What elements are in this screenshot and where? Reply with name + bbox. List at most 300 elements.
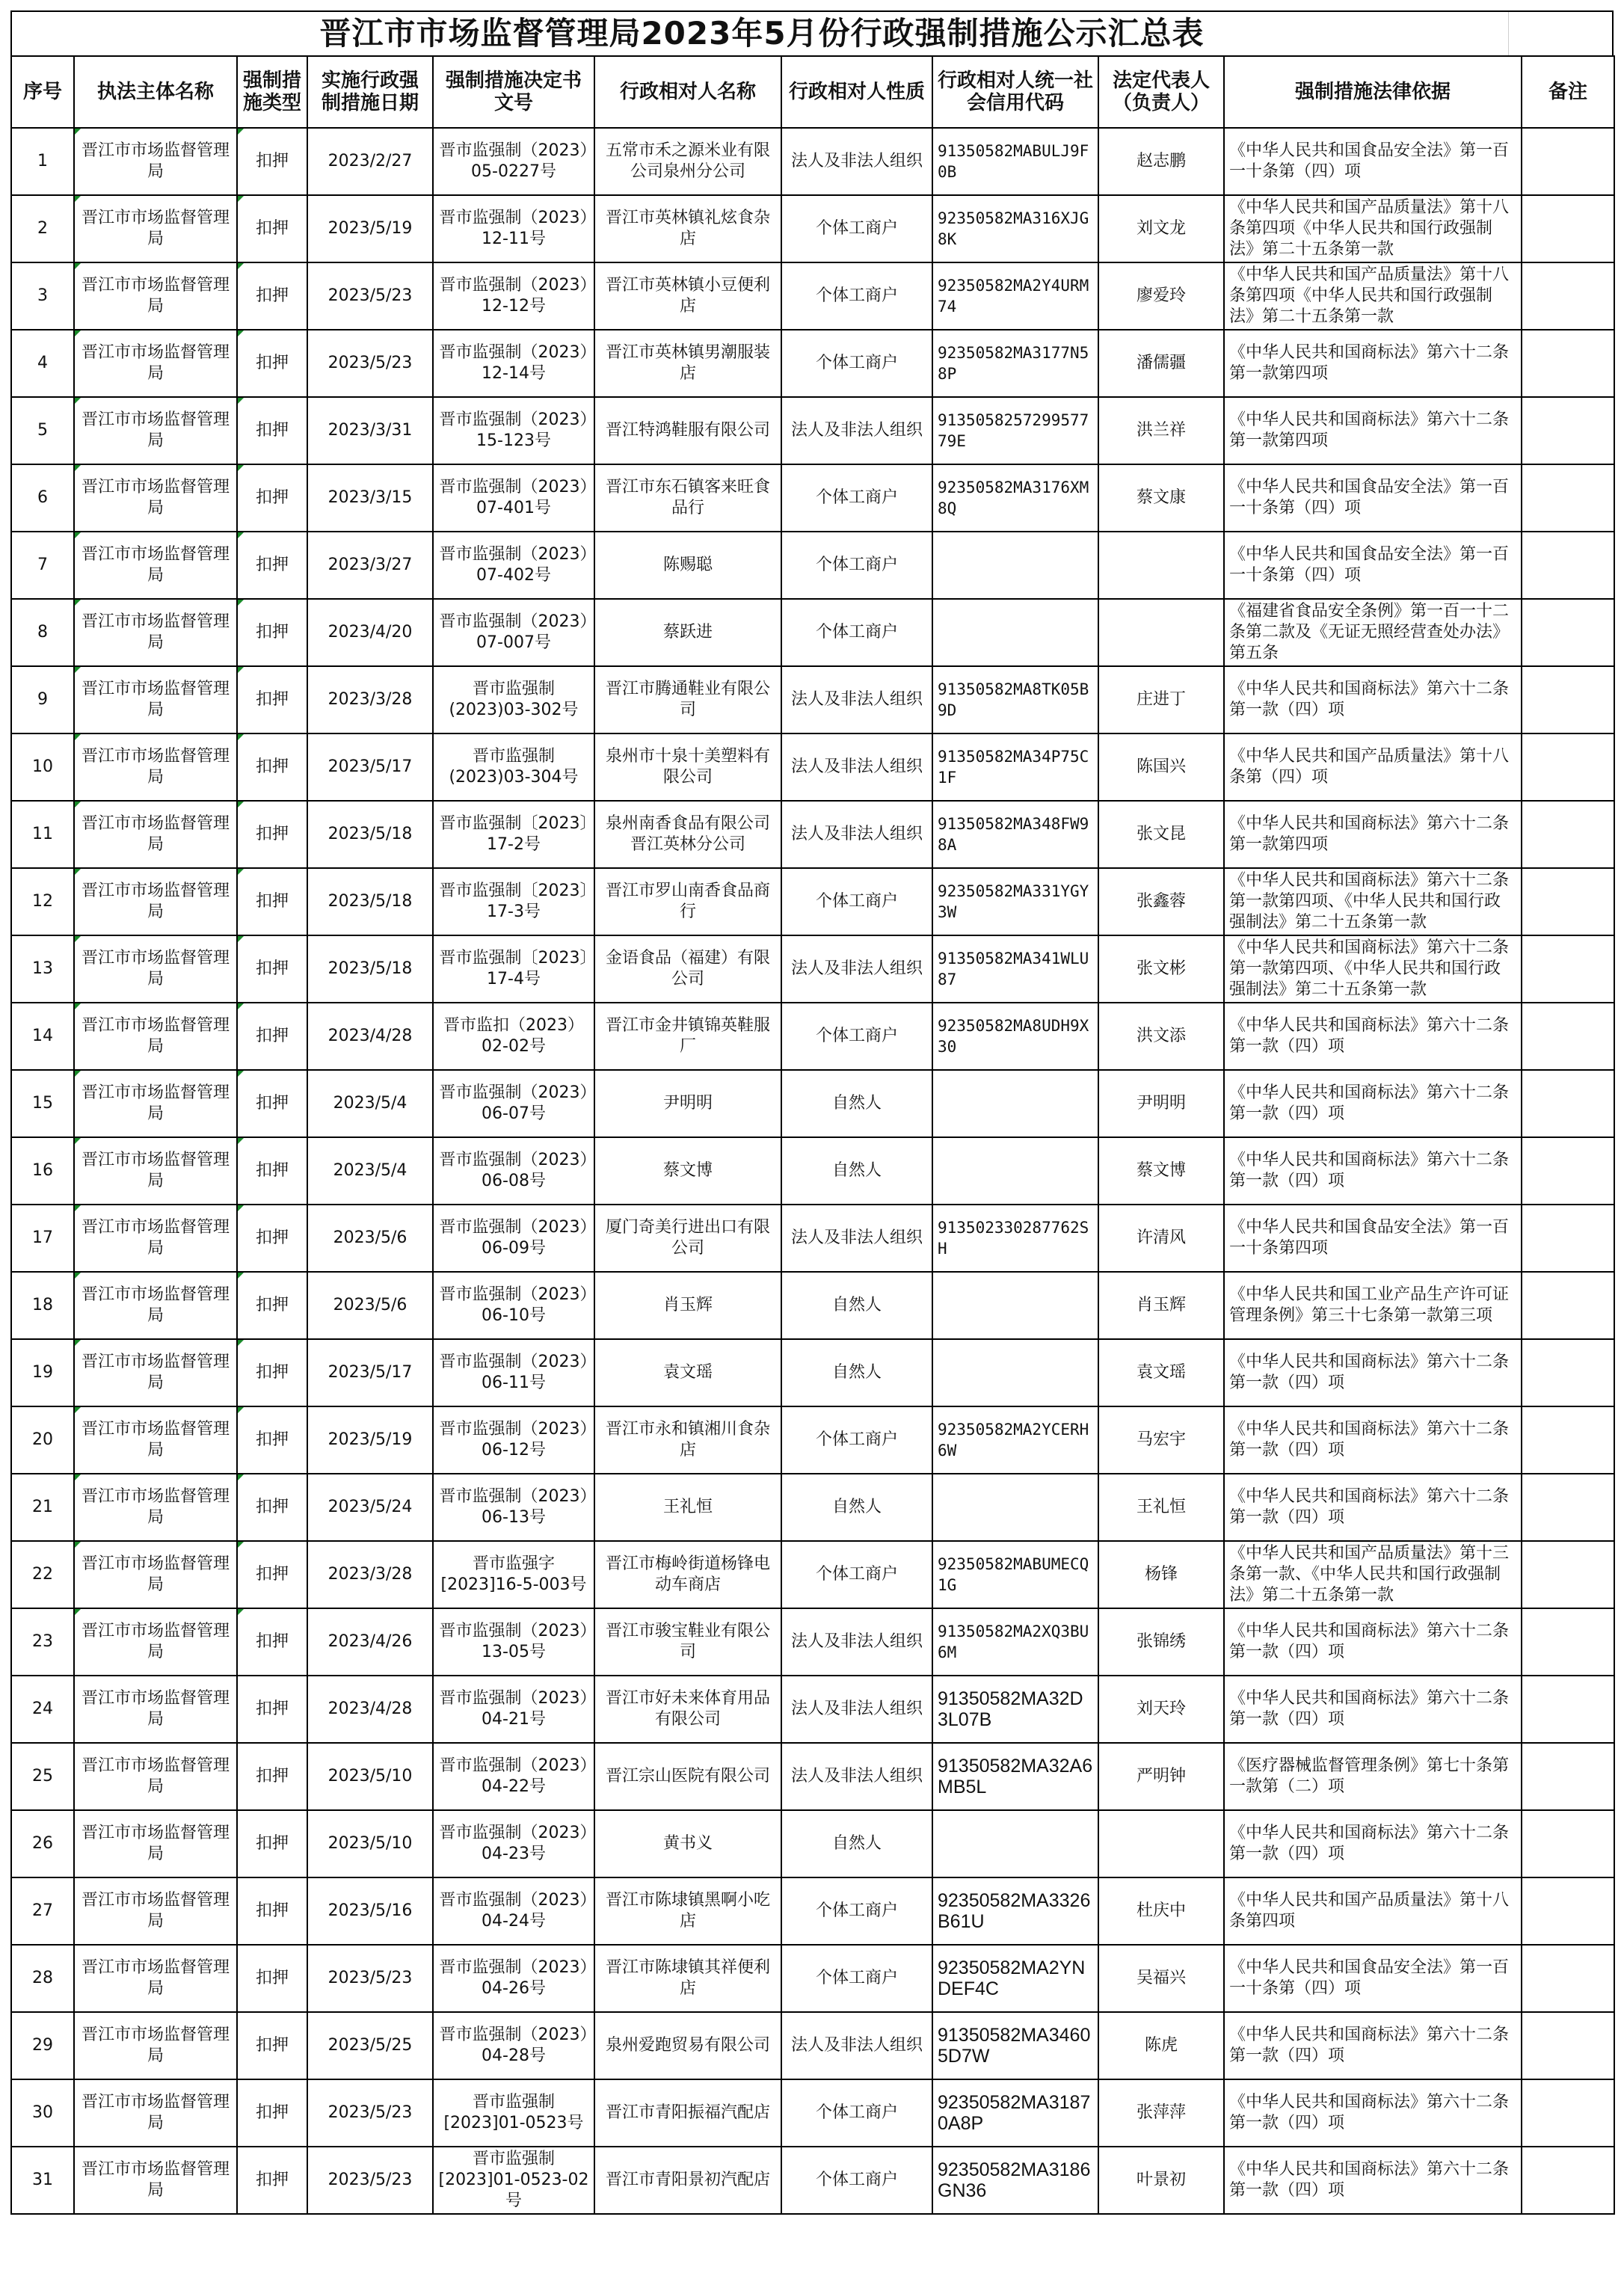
- cell-doc-number[interactable]: 晋市监强制（2023）07-402号: [433, 532, 594, 599]
- cell-type[interactable]: 扣押: [237, 1137, 307, 1205]
- cell-representative[interactable]: 张萍萍: [1098, 2079, 1224, 2147]
- cell-date[interactable]: 2023/3/28: [307, 666, 433, 733]
- cell-legal-basis[interactable]: 《中华人民共和国商标法》第六十二条第一款（四）项: [1224, 2012, 1522, 2079]
- cell-org[interactable]: 晋江市市场监督管理局: [74, 397, 237, 464]
- cell-doc-number[interactable]: 晋市监强制（2023）04-24号: [433, 1877, 594, 1945]
- cell-type[interactable]: 扣押: [237, 2012, 307, 2079]
- cell-party[interactable]: 泉州爱跑贸易有限公司: [594, 2012, 781, 2079]
- cell-doc-number[interactable]: 晋市监强制（2023）07-401号: [433, 464, 594, 532]
- cell-date[interactable]: 2023/3/27: [307, 532, 433, 599]
- cell-note[interactable]: [1522, 801, 1614, 868]
- cell-doc-number[interactable]: 晋市监强制（2023）06-08号: [433, 1137, 594, 1205]
- cell-doc-number[interactable]: 晋市监强字[2023]16-5-003号: [433, 1541, 594, 1608]
- cell-party[interactable]: 肖玉辉: [594, 1272, 781, 1339]
- cell-note[interactable]: [1522, 128, 1614, 195]
- cell-nature[interactable]: 个体工商户: [781, 464, 932, 532]
- cell-credit-code[interactable]: 92350582MA316XJG8K: [932, 195, 1098, 262]
- cell-representative[interactable]: 袁文瑶: [1098, 1339, 1224, 1406]
- cell-nature[interactable]: 个体工商户: [781, 1945, 932, 2012]
- cell-type[interactable]: 扣押: [237, 128, 307, 195]
- cell-legal-basis[interactable]: 《中华人民共和国食品安全法》第一百一十条第（四）项: [1224, 1945, 1522, 2012]
- cell-representative[interactable]: 潘儒疆: [1098, 330, 1224, 397]
- cell-legal-basis[interactable]: 《中华人民共和国商标法》第六十二条第一款（四）项: [1224, 1608, 1522, 1676]
- cell-credit-code[interactable]: [932, 532, 1098, 599]
- cell-credit-code[interactable]: 92350582MA3176XM8Q: [932, 464, 1098, 532]
- cell-doc-number[interactable]: 晋市监强制（2023）05-0227号: [433, 128, 594, 195]
- cell-party[interactable]: 晋江市骏宝鞋业有限公司: [594, 1608, 781, 1676]
- cell-serial[interactable]: 12: [11, 868, 74, 935]
- cell-nature[interactable]: 法人及非法人组织: [781, 2012, 932, 2079]
- cell-party[interactable]: 晋江市东石镇客来旺食品行: [594, 464, 781, 532]
- cell-org[interactable]: 晋江市市场监督管理局: [74, 935, 237, 1003]
- cell-party[interactable]: 晋江市好未来体育用品有限公司: [594, 1676, 781, 1743]
- cell-nature[interactable]: 个体工商户: [781, 1877, 932, 1945]
- cell-note[interactable]: [1522, 1608, 1614, 1676]
- cell-date[interactable]: 2023/5/23: [307, 1945, 433, 2012]
- cell-org[interactable]: 晋江市市场监督管理局: [74, 2012, 237, 2079]
- cell-serial[interactable]: 3: [11, 262, 74, 330]
- cell-serial[interactable]: 9: [11, 666, 74, 733]
- cell-date[interactable]: 2023/5/6: [307, 1272, 433, 1339]
- cell-note[interactable]: [1522, 1272, 1614, 1339]
- cell-type[interactable]: 扣押: [237, 464, 307, 532]
- cell-date[interactable]: 2023/5/18: [307, 801, 433, 868]
- cell-serial[interactable]: 14: [11, 1003, 74, 1070]
- cell-nature[interactable]: 法人及非法人组织: [781, 397, 932, 464]
- cell-serial[interactable]: 1: [11, 128, 74, 195]
- cell-party[interactable]: 晋江市梅岭街道杨锋电动车商店: [594, 1541, 781, 1608]
- cell-representative[interactable]: 张锦绣: [1098, 1608, 1224, 1676]
- cell-date[interactable]: 2023/5/4: [307, 1070, 433, 1137]
- cell-nature[interactable]: 法人及非法人组织: [781, 1205, 932, 1272]
- cell-party[interactable]: 晋江市陈埭镇其祥便利店: [594, 1945, 781, 2012]
- cell-org[interactable]: 晋江市市场监督管理局: [74, 1810, 237, 1877]
- cell-type[interactable]: 扣押: [237, 733, 307, 801]
- cell-org[interactable]: 晋江市市场监督管理局: [74, 195, 237, 262]
- cell-doc-number[interactable]: 晋市监强制（2023）06-11号: [433, 1339, 594, 1406]
- cell-type[interactable]: 扣押: [237, 397, 307, 464]
- cell-nature[interactable]: 自然人: [781, 1070, 932, 1137]
- cell-nature[interactable]: 法人及非法人组织: [781, 935, 932, 1003]
- cell-legal-basis[interactable]: 《中华人民共和国产品质量法》第十三条第一款、《中华人民共和国行政强制法》第二十五条第一款: [1224, 1541, 1522, 1608]
- cell-credit-code[interactable]: 91350582MA2XQ3BU6M: [932, 1608, 1098, 1676]
- cell-org[interactable]: 晋江市市场监督管理局: [74, 1137, 237, 1205]
- cell-credit-code[interactable]: [932, 599, 1098, 666]
- cell-legal-basis[interactable]: 《中华人民共和国工业产品生产许可证管理条例》第三十七条第一款第三项: [1224, 1272, 1522, 1339]
- cell-org[interactable]: 晋江市市场监督管理局: [74, 1676, 237, 1743]
- title-empty-cell[interactable]: [1508, 12, 1612, 55]
- cell-type[interactable]: 扣押: [237, 1541, 307, 1608]
- cell-party[interactable]: 厦门奇美行进出口有限公司: [594, 1205, 781, 1272]
- cell-doc-number[interactable]: 晋市监强制（2023）13-05号: [433, 1608, 594, 1676]
- cell-party[interactable]: 晋江市陈埭镇黑啊小吃店: [594, 1877, 781, 1945]
- cell-serial[interactable]: 13: [11, 935, 74, 1003]
- cell-type[interactable]: 扣押: [237, 801, 307, 868]
- cell-credit-code[interactable]: [932, 1137, 1098, 1205]
- cell-org[interactable]: 晋江市市场监督管理局: [74, 464, 237, 532]
- cell-nature[interactable]: 法人及非法人组织: [781, 128, 932, 195]
- cell-credit-code[interactable]: 91350582MA348FW98A: [932, 801, 1098, 868]
- cell-representative[interactable]: 许清风: [1098, 1205, 1224, 1272]
- cell-note[interactable]: [1522, 1810, 1614, 1877]
- cell-party[interactable]: 晋江市金井镇锦英鞋服厂: [594, 1003, 781, 1070]
- cell-note[interactable]: [1522, 599, 1614, 666]
- cell-nature[interactable]: 个体工商户: [781, 2147, 932, 2214]
- cell-org[interactable]: 晋江市市场监督管理局: [74, 599, 237, 666]
- cell-org[interactable]: 晋江市市场监督管理局: [74, 1339, 237, 1406]
- cell-note[interactable]: [1522, 1676, 1614, 1743]
- cell-legal-basis[interactable]: 《中华人民共和国商标法》第六十二条第一款（四）项: [1224, 1474, 1522, 1541]
- cell-org[interactable]: 晋江市市场监督管理局: [74, 1406, 237, 1474]
- cell-date[interactable]: 2023/3/15: [307, 464, 433, 532]
- cell-credit-code[interactable]: 92350582MABUMECQ1G: [932, 1541, 1098, 1608]
- cell-doc-number[interactable]: 晋市监强制〔2023〕17-2号: [433, 801, 594, 868]
- cell-legal-basis[interactable]: 《中华人民共和国商标法》第六十二条第一款（四）项: [1224, 1810, 1522, 1877]
- cell-legal-basis[interactable]: 《中华人民共和国商标法》第六十二条第一款（四）项: [1224, 1676, 1522, 1743]
- cell-date[interactable]: 2023/3/31: [307, 397, 433, 464]
- cell-note[interactable]: [1522, 532, 1614, 599]
- cell-credit-code[interactable]: 91350582MA34P75C1F: [932, 733, 1098, 801]
- cell-party[interactable]: 蔡文博: [594, 1137, 781, 1205]
- cell-party[interactable]: 五常市禾之源米业有限公司泉州分公司: [594, 128, 781, 195]
- cell-representative[interactable]: 蔡文康: [1098, 464, 1224, 532]
- cell-legal-basis[interactable]: 《中华人民共和国食品安全法》第一百一十条第（四）项: [1224, 464, 1522, 532]
- cell-date[interactable]: 2023/5/4: [307, 1137, 433, 1205]
- cell-note[interactable]: [1522, 1406, 1614, 1474]
- cell-legal-basis[interactable]: 《中华人民共和国产品质量法》第十八条第四项《中华人民共和国行政强制法》第二十五条第一款: [1224, 195, 1522, 262]
- cell-party[interactable]: 晋江市青阳振福汽配店: [594, 2079, 781, 2147]
- cell-org[interactable]: 晋江市市场监督管理局: [74, 1070, 237, 1137]
- cell-org[interactable]: 晋江市市场监督管理局: [74, 868, 237, 935]
- cell-doc-number[interactable]: 晋市监强制(2023)03-304号: [433, 733, 594, 801]
- cell-representative[interactable]: [1098, 532, 1224, 599]
- cell-nature[interactable]: 法人及非法人组织: [781, 801, 932, 868]
- cell-serial[interactable]: 20: [11, 1406, 74, 1474]
- cell-note[interactable]: [1522, 262, 1614, 330]
- cell-note[interactable]: [1522, 1137, 1614, 1205]
- cell-credit-code[interactable]: 92350582MA3326B61U: [932, 1877, 1098, 1945]
- cell-representative[interactable]: 张鑫蓉: [1098, 868, 1224, 935]
- cell-nature[interactable]: 个体工商户: [781, 2079, 932, 2147]
- cell-note[interactable]: [1522, 1003, 1614, 1070]
- cell-legal-basis[interactable]: 《医疗器械监督管理条例》第七十条第一款第（二）项: [1224, 1743, 1522, 1810]
- cell-date[interactable]: 2023/5/10: [307, 1743, 433, 1810]
- cell-date[interactable]: 2023/5/23: [307, 2079, 433, 2147]
- cell-representative[interactable]: 吴福兴: [1098, 1945, 1224, 2012]
- cell-doc-number[interactable]: 晋市监强制（2023）06-10号: [433, 1272, 594, 1339]
- cell-credit-code[interactable]: 92350582MA3177N58P: [932, 330, 1098, 397]
- cell-credit-code[interactable]: [932, 1474, 1098, 1541]
- cell-doc-number[interactable]: 晋市监强制[2023]01-0523-02号: [433, 2147, 594, 2214]
- cell-type[interactable]: 扣押: [237, 330, 307, 397]
- cell-note[interactable]: [1522, 2079, 1614, 2147]
- cell-nature[interactable]: 自然人: [781, 1272, 932, 1339]
- cell-legal-basis[interactable]: 《中华人民共和国商标法》第六十二条第一款（四）项: [1224, 666, 1522, 733]
- cell-credit-code[interactable]: 91350582MA341WLU87: [932, 935, 1098, 1003]
- cell-doc-number[interactable]: 晋市监强制（2023）04-21号: [433, 1676, 594, 1743]
- cell-serial[interactable]: 30: [11, 2079, 74, 2147]
- cell-date[interactable]: 2023/5/23: [307, 262, 433, 330]
- cell-credit-code[interactable]: 91350582MA32D3L07B: [932, 1676, 1098, 1743]
- cell-note[interactable]: [1522, 1474, 1614, 1541]
- cell-serial[interactable]: 17: [11, 1205, 74, 1272]
- cell-legal-basis[interactable]: 《中华人民共和国商标法》第六十二条第一款第四项: [1224, 330, 1522, 397]
- cell-party[interactable]: 晋江特鸿鞋服有限公司: [594, 397, 781, 464]
- cell-type[interactable]: 扣押: [237, 262, 307, 330]
- cell-serial[interactable]: 31: [11, 2147, 74, 2214]
- cell-note[interactable]: [1522, 2012, 1614, 2079]
- cell-serial[interactable]: 2: [11, 195, 74, 262]
- cell-date[interactable]: 2023/4/26: [307, 1608, 433, 1676]
- cell-doc-number[interactable]: 晋市监强制（2023）04-28号: [433, 2012, 594, 2079]
- cell-representative[interactable]: 赵志鹏: [1098, 128, 1224, 195]
- cell-date[interactable]: 2023/5/25: [307, 2012, 433, 2079]
- cell-nature[interactable]: 法人及非法人组织: [781, 1743, 932, 1810]
- cell-party[interactable]: 王礼恒: [594, 1474, 781, 1541]
- cell-date[interactable]: 2023/5/18: [307, 935, 433, 1003]
- cell-note[interactable]: [1522, 464, 1614, 532]
- cell-note[interactable]: [1522, 397, 1614, 464]
- cell-party[interactable]: 晋江市英林镇男潮服装店: [594, 330, 781, 397]
- cell-representative[interactable]: 严明钟: [1098, 1743, 1224, 1810]
- cell-type[interactable]: 扣押: [237, 1810, 307, 1877]
- cell-date[interactable]: 2023/5/24: [307, 1474, 433, 1541]
- cell-type[interactable]: 扣押: [237, 1205, 307, 1272]
- cell-org[interactable]: 晋江市市场监督管理局: [74, 801, 237, 868]
- cell-nature[interactable]: 自然人: [781, 1474, 932, 1541]
- cell-type[interactable]: 扣押: [237, 599, 307, 666]
- cell-credit-code[interactable]: [932, 1339, 1098, 1406]
- cell-legal-basis[interactable]: 《中华人民共和国食品安全法》第一百一十条第（四）项: [1224, 532, 1522, 599]
- cell-nature[interactable]: 个体工商户: [781, 868, 932, 935]
- cell-legal-basis[interactable]: 《中华人民共和国商标法》第六十二条第一款（四）项: [1224, 1339, 1522, 1406]
- cell-credit-code[interactable]: [932, 1810, 1098, 1877]
- cell-credit-code[interactable]: [932, 1272, 1098, 1339]
- cell-legal-basis[interactable]: 《中华人民共和国产品质量法》第十八条第四项《中华人民共和国行政强制法》第二十五条第一款: [1224, 262, 1522, 330]
- cell-nature[interactable]: 法人及非法人组织: [781, 666, 932, 733]
- cell-representative[interactable]: 洪兰祥: [1098, 397, 1224, 464]
- cell-nature[interactable]: 个体工商户: [781, 330, 932, 397]
- cell-serial[interactable]: 29: [11, 2012, 74, 2079]
- cell-representative[interactable]: 廖爱玲: [1098, 262, 1224, 330]
- cell-credit-code[interactable]: 91350582MA34605D7W: [932, 2012, 1098, 2079]
- cell-party[interactable]: 晋江市青阳景初汽配店: [594, 2147, 781, 2214]
- cell-nature[interactable]: 个体工商户: [781, 195, 932, 262]
- cell-type[interactable]: 扣押: [237, 1272, 307, 1339]
- cell-date[interactable]: 2023/2/27: [307, 128, 433, 195]
- cell-party[interactable]: 袁文瑶: [594, 1339, 781, 1406]
- cell-credit-code[interactable]: 92350582MA2YNDEF4C: [932, 1945, 1098, 2012]
- cell-type[interactable]: 扣押: [237, 1070, 307, 1137]
- cell-date[interactable]: 2023/5/6: [307, 1205, 433, 1272]
- cell-representative[interactable]: 马宏宇: [1098, 1406, 1224, 1474]
- cell-note[interactable]: [1522, 2147, 1614, 2214]
- cell-note[interactable]: [1522, 1877, 1614, 1945]
- cell-nature[interactable]: 法人及非法人组织: [781, 1676, 932, 1743]
- cell-party[interactable]: 晋江市英林镇小豆便利店: [594, 262, 781, 330]
- cell-doc-number[interactable]: 晋市监扣（2023）02-02号: [433, 1003, 594, 1070]
- cell-party[interactable]: 尹明明: [594, 1070, 781, 1137]
- cell-doc-number[interactable]: 晋市监强制（2023）06-13号: [433, 1474, 594, 1541]
- cell-note[interactable]: [1522, 666, 1614, 733]
- cell-org[interactable]: 晋江市市场监督管理局: [74, 1608, 237, 1676]
- cell-doc-number[interactable]: 晋市监强制（2023）07-007号: [433, 599, 594, 666]
- cell-credit-code[interactable]: 92350582MA331YGY3W: [932, 868, 1098, 935]
- cell-org[interactable]: 晋江市市场监督管理局: [74, 2079, 237, 2147]
- cell-note[interactable]: [1522, 733, 1614, 801]
- cell-serial[interactable]: 28: [11, 1945, 74, 2012]
- cell-representative[interactable]: 王礼恒: [1098, 1474, 1224, 1541]
- cell-serial[interactable]: 25: [11, 1743, 74, 1810]
- cell-org[interactable]: 晋江市市场监督管理局: [74, 1205, 237, 1272]
- cell-nature[interactable]: 自然人: [781, 1137, 932, 1205]
- cell-doc-number[interactable]: 晋市监强制[2023]01-0523号: [433, 2079, 594, 2147]
- cell-representative[interactable]: 尹明明: [1098, 1070, 1224, 1137]
- cell-doc-number[interactable]: 晋市监强制（2023）15-123号: [433, 397, 594, 464]
- cell-nature[interactable]: 个体工商户: [781, 599, 932, 666]
- cell-representative[interactable]: 洪文添: [1098, 1003, 1224, 1070]
- cell-note[interactable]: [1522, 935, 1614, 1003]
- cell-nature[interactable]: 个体工商户: [781, 1541, 932, 1608]
- cell-nature[interactable]: 法人及非法人组织: [781, 1608, 932, 1676]
- cell-legal-basis[interactable]: 《中华人民共和国商标法》第六十二条第一款（四）项: [1224, 1406, 1522, 1474]
- cell-serial[interactable]: 19: [11, 1339, 74, 1406]
- cell-org[interactable]: 晋江市市场监督管理局: [74, 1272, 237, 1339]
- cell-representative[interactable]: 叶景初: [1098, 2147, 1224, 2214]
- cell-legal-basis[interactable]: 《中华人民共和国商标法》第六十二条第一款第四项: [1224, 801, 1522, 868]
- cell-representative[interactable]: [1098, 1810, 1224, 1877]
- cell-serial[interactable]: 4: [11, 330, 74, 397]
- cell-legal-basis[interactable]: 《中华人民共和国商标法》第六十二条第一款（四）项: [1224, 2147, 1522, 2214]
- cell-org[interactable]: 晋江市市场监督管理局: [74, 1743, 237, 1810]
- cell-note[interactable]: [1522, 195, 1614, 262]
- cell-doc-number[interactable]: 晋市监强制(2023)03-302号: [433, 666, 594, 733]
- cell-credit-code[interactable]: [932, 1070, 1098, 1137]
- cell-type[interactable]: 扣押: [237, 1003, 307, 1070]
- cell-party[interactable]: 黄书义: [594, 1810, 781, 1877]
- cell-representative[interactable]: 张文彬: [1098, 935, 1224, 1003]
- cell-doc-number[interactable]: 晋市监强制（2023）12-14号: [433, 330, 594, 397]
- cell-date[interactable]: 2023/5/17: [307, 1339, 433, 1406]
- cell-org[interactable]: 晋江市市场监督管理局: [74, 330, 237, 397]
- cell-date[interactable]: 2023/5/17: [307, 733, 433, 801]
- cell-legal-basis[interactable]: 《福建省食品安全条例》第一百一十二条第二款及《无证无照经营查处办法》第五条: [1224, 599, 1522, 666]
- cell-note[interactable]: [1522, 1205, 1614, 1272]
- cell-credit-code[interactable]: 92350582MA31870A8P: [932, 2079, 1098, 2147]
- cell-party[interactable]: 蔡跃进: [594, 599, 781, 666]
- cell-party[interactable]: 晋江市腾通鞋业有限公司: [594, 666, 781, 733]
- cell-serial[interactable]: 26: [11, 1810, 74, 1877]
- cell-doc-number[interactable]: 晋市监强制（2023）06-09号: [433, 1205, 594, 1272]
- cell-type[interactable]: 扣押: [237, 1945, 307, 2012]
- cell-representative[interactable]: 张文昆: [1098, 801, 1224, 868]
- cell-nature[interactable]: 自然人: [781, 1339, 932, 1406]
- cell-type[interactable]: 扣押: [237, 195, 307, 262]
- cell-representative[interactable]: 肖玉辉: [1098, 1272, 1224, 1339]
- cell-doc-number[interactable]: 晋市监强制（2023）06-07号: [433, 1070, 594, 1137]
- cell-representative[interactable]: 陈虎: [1098, 2012, 1224, 2079]
- cell-legal-basis[interactable]: 《中华人民共和国食品安全法》第一百一十条第四项: [1224, 1205, 1522, 1272]
- cell-org[interactable]: 晋江市市场监督管理局: [74, 1541, 237, 1608]
- cell-doc-number[interactable]: 晋市监强制〔2023〕17-3号: [433, 868, 594, 935]
- cell-type[interactable]: 扣押: [237, 532, 307, 599]
- cell-date[interactable]: 2023/5/19: [307, 1406, 433, 1474]
- cell-org[interactable]: 晋江市市场监督管理局: [74, 1877, 237, 1945]
- cell-legal-basis[interactable]: 《中华人民共和国产品质量法》第十八条第四项: [1224, 1877, 1522, 1945]
- cell-credit-code[interactable]: 92350582MA3186GN36: [932, 2147, 1098, 2214]
- cell-org[interactable]: 晋江市市场监督管理局: [74, 532, 237, 599]
- cell-serial[interactable]: 23: [11, 1608, 74, 1676]
- cell-date[interactable]: 2023/4/28: [307, 1676, 433, 1743]
- cell-legal-basis[interactable]: 《中华人民共和国商标法》第六十二条第一款第四项: [1224, 397, 1522, 464]
- cell-note[interactable]: [1522, 1541, 1614, 1608]
- cell-legal-basis[interactable]: 《中华人民共和国商标法》第六十二条第一款第四项、《中华人民共和国行政强制法》第二十五条第一款: [1224, 935, 1522, 1003]
- cell-party[interactable]: 晋江市英林镇礼炫食杂店: [594, 195, 781, 262]
- cell-date[interactable]: 2023/3/28: [307, 1541, 433, 1608]
- cell-note[interactable]: [1522, 1070, 1614, 1137]
- cell-doc-number[interactable]: 晋市监强制（2023）12-11号: [433, 195, 594, 262]
- cell-org[interactable]: 晋江市市场监督管理局: [74, 128, 237, 195]
- cell-date[interactable]: 2023/4/20: [307, 599, 433, 666]
- cell-doc-number[interactable]: 晋市监强制（2023）04-22号: [433, 1743, 594, 1810]
- cell-type[interactable]: 扣押: [237, 1339, 307, 1406]
- cell-date[interactable]: 2023/4/28: [307, 1003, 433, 1070]
- cell-type[interactable]: 扣押: [237, 1608, 307, 1676]
- cell-legal-basis[interactable]: 《中华人民共和国商标法》第六十二条第一款第四项、《中华人民共和国行政强制法》第二十五条第一款: [1224, 868, 1522, 935]
- cell-representative[interactable]: 陈国兴: [1098, 733, 1224, 801]
- cell-credit-code[interactable]: 91350582MABULJ9F0B: [932, 128, 1098, 195]
- cell-note[interactable]: [1522, 1945, 1614, 2012]
- cell-representative[interactable]: [1098, 599, 1224, 666]
- cell-credit-code[interactable]: 913505825729957779E: [932, 397, 1098, 464]
- cell-serial[interactable]: 24: [11, 1676, 74, 1743]
- cell-org[interactable]: 晋江市市场监督管理局: [74, 733, 237, 801]
- cell-doc-number[interactable]: 晋市监强制〔2023〕17-4号: [433, 935, 594, 1003]
- cell-date[interactable]: 2023/5/18: [307, 868, 433, 935]
- cell-date[interactable]: 2023/5/23: [307, 330, 433, 397]
- cell-nature[interactable]: 个体工商户: [781, 262, 932, 330]
- cell-legal-basis[interactable]: 《中华人民共和国商标法》第六十二条第一款（四）项: [1224, 1003, 1522, 1070]
- cell-serial[interactable]: 18: [11, 1272, 74, 1339]
- cell-org[interactable]: 晋江市市场监督管理局: [74, 666, 237, 733]
- cell-serial[interactable]: 15: [11, 1070, 74, 1137]
- cell-serial[interactable]: 5: [11, 397, 74, 464]
- cell-credit-code[interactable]: 92350582MA2Y4URM74: [932, 262, 1098, 330]
- cell-representative[interactable]: 杜庆中: [1098, 1877, 1224, 1945]
- cell-serial[interactable]: 11: [11, 801, 74, 868]
- cell-type[interactable]: 扣押: [237, 1676, 307, 1743]
- cell-serial[interactable]: 7: [11, 532, 74, 599]
- cell-credit-code[interactable]: 91350582MA8TK05B9D: [932, 666, 1098, 733]
- cell-serial[interactable]: 22: [11, 1541, 74, 1608]
- cell-representative[interactable]: 杨锋: [1098, 1541, 1224, 1608]
- cell-legal-basis[interactable]: 《中华人民共和国商标法》第六十二条第一款（四）项: [1224, 1070, 1522, 1137]
- cell-nature[interactable]: 个体工商户: [781, 532, 932, 599]
- cell-org[interactable]: 晋江市市场监督管理局: [74, 1474, 237, 1541]
- cell-type[interactable]: 扣押: [237, 935, 307, 1003]
- cell-note[interactable]: [1522, 868, 1614, 935]
- cell-org[interactable]: 晋江市市场监督管理局: [74, 1003, 237, 1070]
- cell-credit-code[interactable]: 913502330287762SH: [932, 1205, 1098, 1272]
- cell-doc-number[interactable]: 晋市监强制（2023）06-12号: [433, 1406, 594, 1474]
- cell-date[interactable]: 2023/5/23: [307, 2147, 433, 2214]
- cell-type[interactable]: 扣押: [237, 1406, 307, 1474]
- cell-note[interactable]: [1522, 1339, 1614, 1406]
- cell-party[interactable]: 晋江市罗山南香食品商行: [594, 868, 781, 935]
- cell-legal-basis[interactable]: 《中华人民共和国商标法》第六十二条第一款（四）项: [1224, 2079, 1522, 2147]
- cell-party[interactable]: 泉州南香食品有限公司晋江英林分公司: [594, 801, 781, 868]
- cell-serial[interactable]: 27: [11, 1877, 74, 1945]
